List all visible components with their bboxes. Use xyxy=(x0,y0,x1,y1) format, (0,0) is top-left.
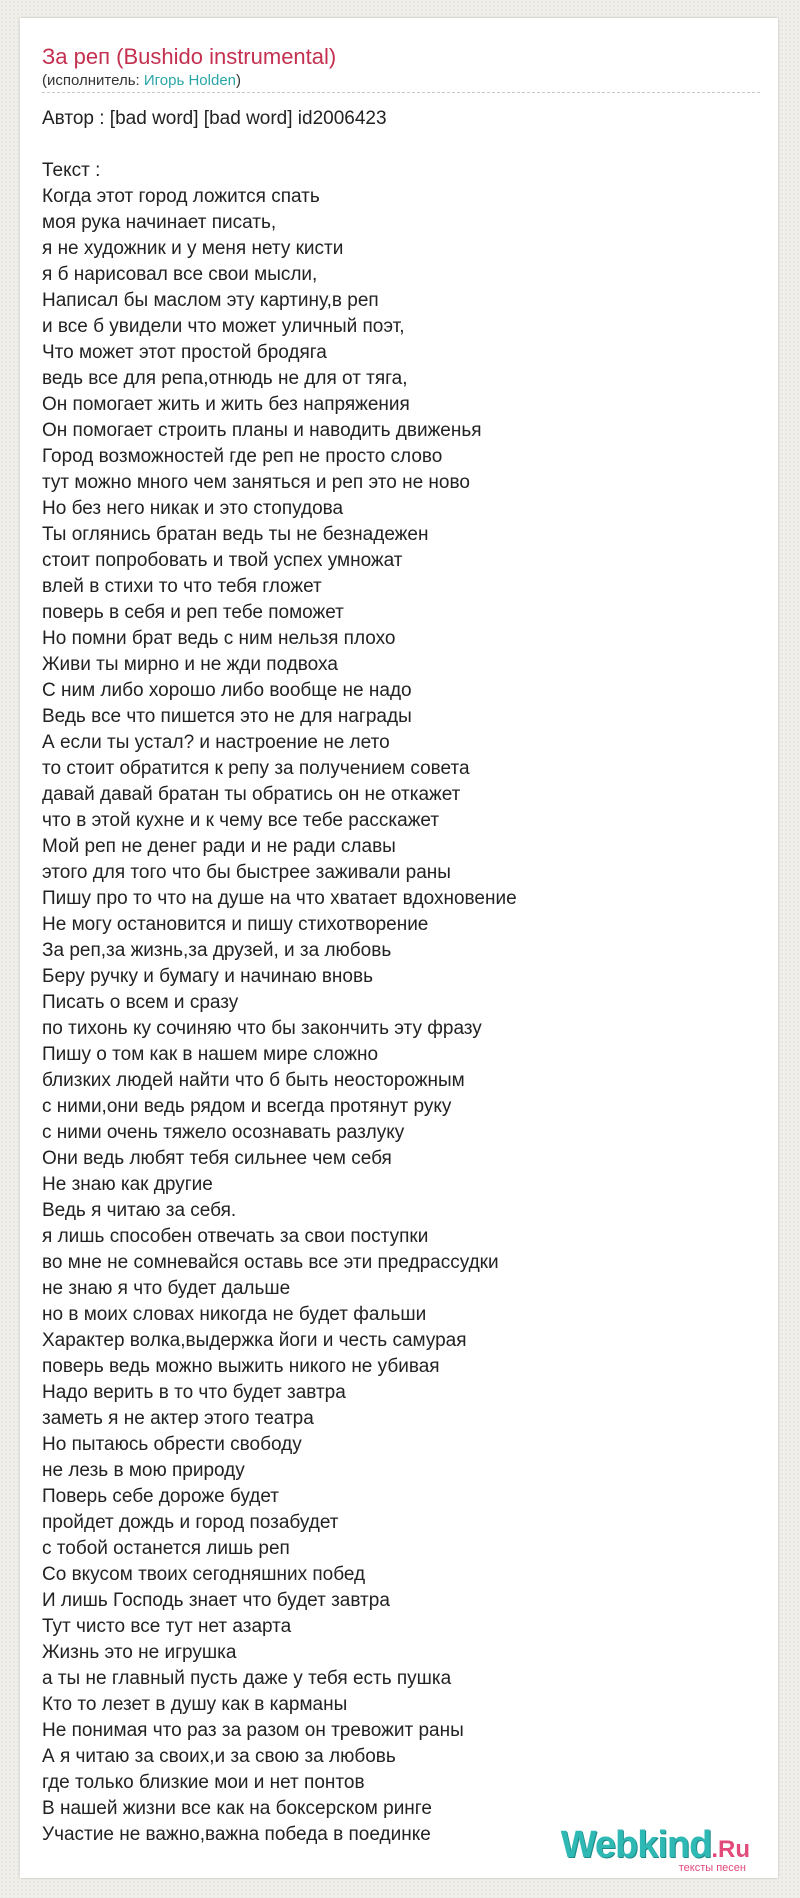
lyric-line: Когда этот город ложится спать xyxy=(42,186,320,207)
lyric-line: Но пытаюсь обрести свободу xyxy=(42,1434,302,1455)
lyric-line: тут можно много чем заняться и реп это не ново xyxy=(42,472,470,493)
lyric-line: Написал бы маслом эту картину,в реп xyxy=(42,290,379,311)
lyric-line: давай давай братан ты обратись он не откажет xyxy=(42,784,461,805)
lyric-line: Со вкусом твоих сегодняшних побед xyxy=(42,1564,366,1585)
lyric-line: Тут чисто все тут нет азарта xyxy=(42,1616,292,1637)
lyric-line: Надо верить в то что будет завтра xyxy=(42,1382,346,1403)
lyric-line: не лезь в мою природу xyxy=(42,1460,245,1481)
lyric-line: За реп,за жизнь,за друзей, и за любовь xyxy=(42,940,392,961)
lyric-line: я не художник и у меня нету кисти xyxy=(42,238,344,259)
author-line: Автор : [bad word] [bad word] id2006423 xyxy=(42,108,387,129)
lyric-line: то стоит обратится к репу за получением совета xyxy=(42,758,470,779)
lyric-line: Ты оглянись братан ведь ты не безнадежен xyxy=(42,524,429,545)
lyric-line: но в моих словах никогда не будет фальши xyxy=(42,1304,427,1325)
lyric-line: Но без него никак и это стопудова xyxy=(42,498,344,519)
lyric-line: Жизнь это не игрушка xyxy=(42,1642,237,1663)
lyric-line: И лишь Господь знает что будет завтра xyxy=(42,1590,390,1611)
lyric-line: Он помогает строить планы и наводить движенья xyxy=(42,420,482,441)
lyric-line: Не могу остановится и пишу стихотворение xyxy=(42,914,429,935)
lyric-line: заметь я не актер этого театра xyxy=(42,1408,314,1429)
lyric-line: с ними,они ведь рядом и всегда протянут руку xyxy=(42,1096,452,1117)
lyrics-body xyxy=(42,184,517,1848)
lyric-line: С ним либо хорошо либо вообще не надо xyxy=(42,680,412,701)
lyric-line: поверь ведь можно выжить никого не убивая xyxy=(42,1356,440,1377)
webkind-logo[interactable] xyxy=(561,1826,750,1874)
lyric-line: моя рука начинает писать, xyxy=(42,212,277,233)
lyric-line: А я читаю за своих,и за свою за любовь xyxy=(42,1746,396,1767)
lyric-line: с тобой останется лишь реп xyxy=(42,1538,290,1559)
lyric-line: Город возможностей где реп не просто слово xyxy=(42,446,443,467)
lyric-line: Участие не важно,важна победа в поединке xyxy=(42,1824,431,1845)
song-title: За реп (Bushido instrumental) xyxy=(42,44,337,69)
lyric-line: и все б увидели что может уличный поэт, xyxy=(42,316,405,337)
logo-main-text: Webkind xyxy=(560,1824,712,1866)
lyric-line: близких людей найти что б быть неосторожным xyxy=(42,1070,465,1091)
lyric-line: я лишь способен отвечать за свои поступки xyxy=(42,1226,429,1247)
lyric-line: Живи ты мирно и не жди подвоха xyxy=(42,654,338,675)
lyric-line: Но помни брат ведь с ним нельзя плохо xyxy=(42,628,396,649)
lyric-line: ведь все для репа,отнюдь не для от тяга, xyxy=(42,368,408,389)
lyric-line: Пишу про то что на душе на что хватает вдохновение xyxy=(42,888,517,909)
lyric-line: а ты не главный пусть даже у тебя есть пушка xyxy=(42,1668,452,1689)
lyric-line: Они ведь любят тебя сильнее чем себя xyxy=(42,1148,392,1169)
text-label: Текст : xyxy=(42,160,101,181)
lyric-line: Пишу о том как в нашем мире сложно xyxy=(42,1044,379,1065)
performer-line xyxy=(42,72,241,89)
lyric-line: Мой реп не денег ради и не ради славы xyxy=(42,836,396,857)
lyric-line: Он помогает жить и жить без напряжения xyxy=(42,394,410,415)
lyric-line: где только близкие мои и нет понтов xyxy=(42,1772,365,1793)
lyric-line: Ведь все что пишется это не для награды xyxy=(42,706,412,727)
lyric-line: Что может этот простой бродяга xyxy=(42,342,327,363)
dashed-divider xyxy=(42,92,760,93)
performer-link[interactable]: Игорь Holden xyxy=(143,72,236,89)
lyric-line: Кто то лезет в душу как в карманы xyxy=(42,1694,348,1715)
lyric-line: Ведь я читаю за себя. xyxy=(42,1200,237,1221)
lyric-line: во мне не сомневайся оставь все эти предрассудки xyxy=(42,1252,499,1273)
lyric-line: влей в стихи то что тебя гложет xyxy=(42,576,322,597)
lyric-line: Не понимая что раз за разом он тревожит раны xyxy=(42,1720,464,1741)
lyric-line: Писать о всем и сразу xyxy=(42,992,239,1013)
performer-prefix: (исполнитель: xyxy=(42,72,144,89)
lyric-line: В нашей жизни все как на боксерском ринге xyxy=(42,1798,432,1819)
lyric-line: что в этой кухне и к чему все тебе расскажет xyxy=(42,810,440,831)
logo-tagline: тексты песен xyxy=(678,1862,746,1874)
lyric-line: по тихонь ку сочиняю что бы закончить эту фразу xyxy=(42,1018,482,1039)
lyrics-card xyxy=(20,18,778,1878)
lyric-line: пройдет дождь и город позабудет xyxy=(42,1512,339,1533)
lyric-line: я б нарисовал все свои мысли, xyxy=(42,264,318,285)
lyric-line: Беру ручку и бумагу и начинаю вновь xyxy=(42,966,373,987)
lyric-line: стоит попробовать и твой успех умножат xyxy=(42,550,403,571)
lyric-line: Характер волка,выдержка йоги и честь самурая xyxy=(42,1330,467,1351)
lyric-line: Поверь себе дороже будет xyxy=(42,1486,279,1507)
logo-domain-text: .Ru xyxy=(711,1836,750,1863)
lyric-line: Не знаю как другие xyxy=(42,1174,213,1195)
lyric-line: поверь в себя и реп тебе поможет xyxy=(42,602,344,623)
lyric-line: А если ты устал? и настроение не лето xyxy=(42,732,390,753)
performer-suffix: ) xyxy=(236,72,241,89)
lyric-line: этого для того что бы быстрее заживали раны xyxy=(42,862,451,883)
lyric-line: не знаю я что будет дальше xyxy=(42,1278,291,1299)
lyric-line: с ними очень тяжело осознавать разлуку xyxy=(42,1122,405,1143)
